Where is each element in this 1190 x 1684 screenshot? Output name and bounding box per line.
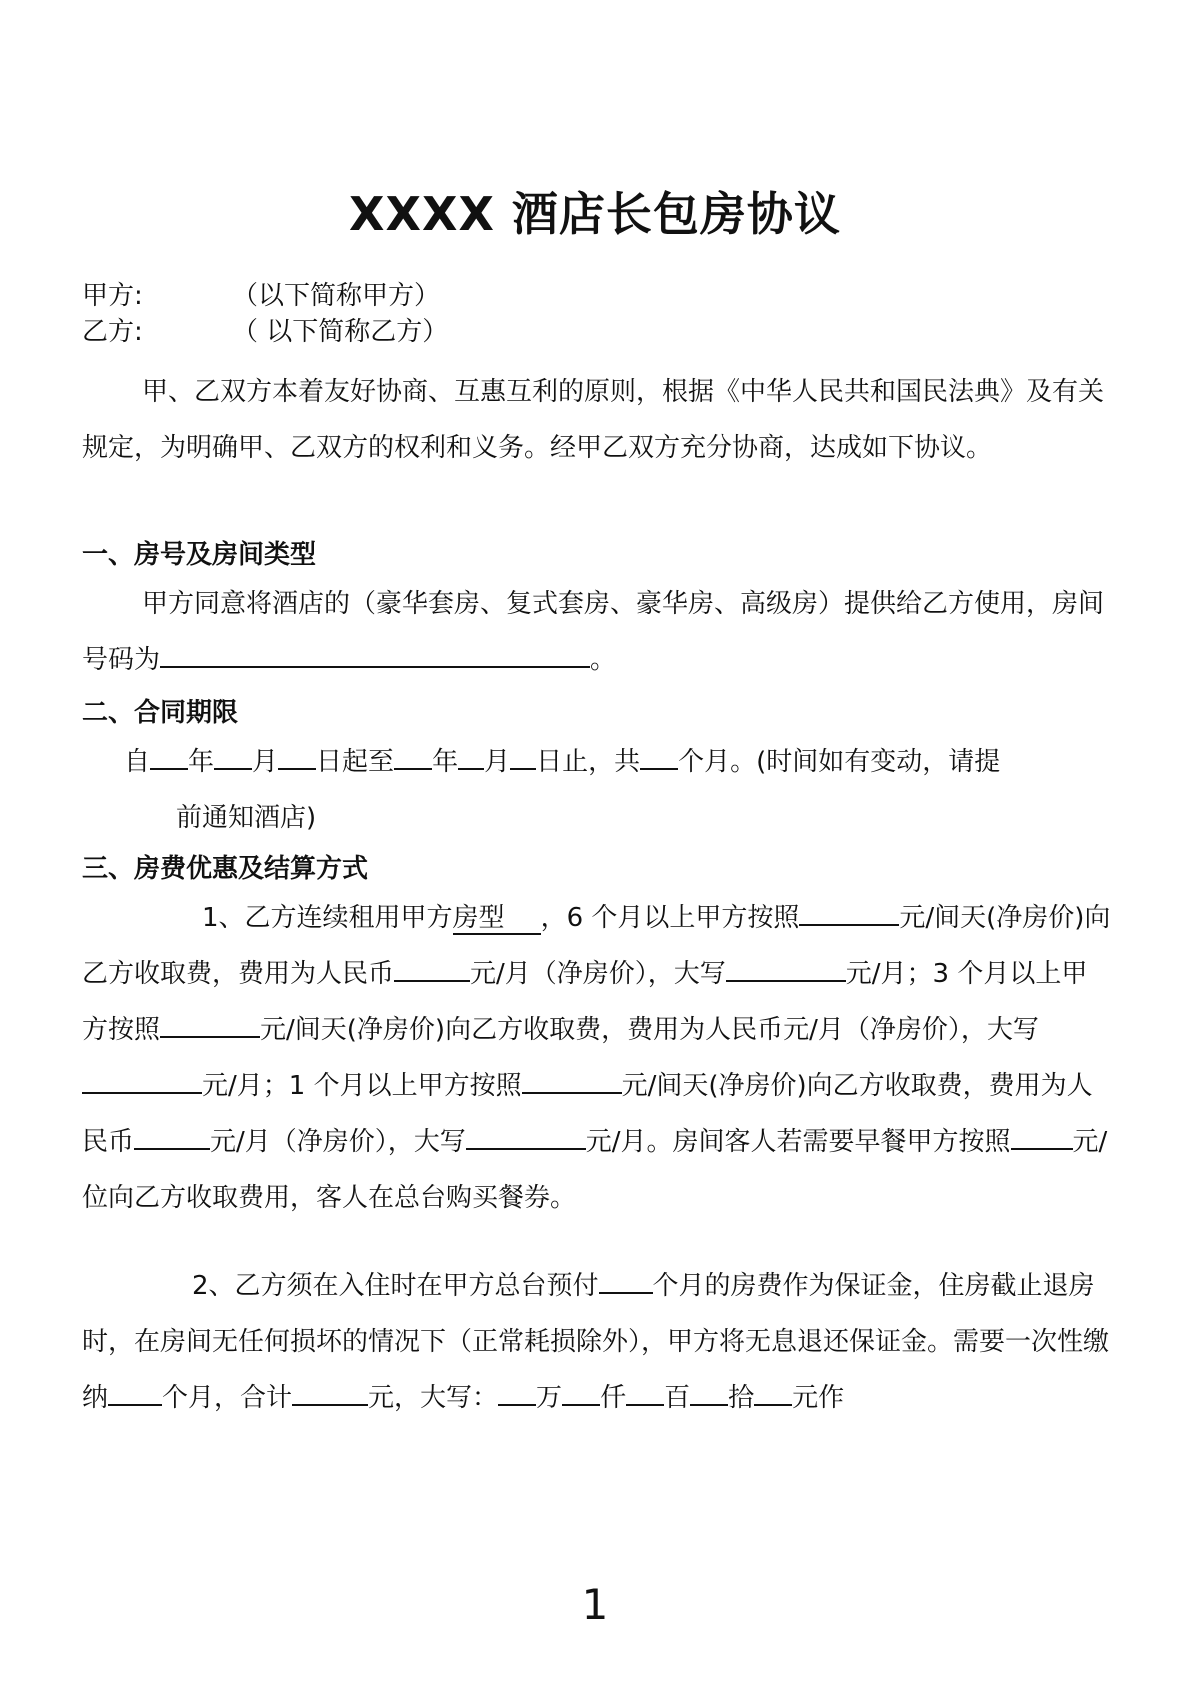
s2-day-to: 日起至 bbox=[316, 747, 395, 777]
s2-from: 自 bbox=[124, 747, 151, 777]
c1-t9: 元/月（净房价），大写 bbox=[210, 1127, 466, 1157]
s2-day-end: 日止，共 bbox=[536, 747, 641, 777]
qian-blank bbox=[562, 1376, 600, 1406]
end-year-blank bbox=[394, 740, 432, 770]
s2-months-note: 个月。(时间如有变动，请提 bbox=[678, 747, 1001, 777]
c1-t8: 元/间天(净房价)向乙方收取费，费用为人民币 bbox=[82, 1071, 1093, 1157]
caps3-blank bbox=[82, 1064, 202, 1094]
section2-paragraph bbox=[124, 734, 1114, 846]
price6-blank bbox=[799, 896, 899, 926]
shi-blank bbox=[690, 1376, 728, 1406]
c1-t3: 元/间天(净房价)向乙方收取费，费用为人民币 bbox=[82, 903, 1111, 989]
months-count-blank bbox=[640, 740, 678, 770]
total-blank bbox=[292, 1376, 368, 1406]
wan-blank bbox=[498, 1376, 536, 1406]
party-b-note: （ 以下简称乙方） bbox=[232, 317, 449, 347]
c1-t5: 元/月；3 个月以上甲方按照 bbox=[82, 959, 1088, 1045]
intro-paragraph: 甲、乙双方本着友好协商、互惠互利的原则，根据《中华人民共和国民法典》及有关规定，为明确甲、乙双方的权利和义务。经甲乙双方充分协商，达成如下协议。 bbox=[82, 377, 1105, 463]
document-title: XXXX 酒店长包房协议 bbox=[349, 187, 841, 241]
start-day-blank bbox=[278, 740, 316, 770]
party-a-note: （以下简称甲方） bbox=[232, 281, 441, 311]
end-month-blank bbox=[458, 740, 484, 770]
section1-text-a: 甲方同意将酒店的（豪华套房、复式套房、豪华房、高级房）提供给乙方使用，房间号码为 bbox=[82, 589, 1105, 675]
section1-text-b: 。 bbox=[590, 645, 617, 675]
price1-blank bbox=[522, 1064, 622, 1094]
rmb1-blank bbox=[134, 1120, 210, 1150]
c1-t10: 元/月。房间客人若需要早餐甲方按照 bbox=[585, 1127, 1011, 1157]
c1-t7: 元/月；1 个月以上甲方按照 bbox=[202, 1071, 522, 1101]
c1-t1: 1、乙方连续租用甲方 bbox=[202, 903, 453, 933]
clause2-paragraph bbox=[82, 1258, 1112, 1426]
caps6-blank bbox=[726, 952, 846, 982]
party-a-line bbox=[82, 275, 440, 312]
c1-t11: 元/位向乙方收取费用，客人在总台购买餐券。 bbox=[82, 1127, 1108, 1213]
party-b-label: 乙方: bbox=[82, 317, 143, 347]
room-type-underlined bbox=[453, 903, 541, 935]
c2-t1: 2、乙方须在入住时在甲方总台预付 bbox=[192, 1271, 599, 1301]
c1-t6: 元/间天(净房价)向乙方收取费，费用为人民币元/月（净房价），大写 bbox=[260, 1015, 1039, 1045]
c2-t2: 个月的房费作为保证金，住房截止退房时，在房间无任何损坏的情况下（正常耗损除外），甲方将无息退还保证金。需要一次性缴纳 bbox=[82, 1271, 1110, 1413]
section2-heading: 二、合同期限 bbox=[82, 698, 239, 728]
c2-t7: 百 bbox=[664, 1383, 691, 1413]
party-a-label: 甲方: bbox=[82, 281, 143, 311]
s2-line2: 前通知酒店) bbox=[176, 803, 317, 833]
s2-month2: 月 bbox=[484, 747, 511, 777]
section3-heading: 三、房费优惠及结算方式 bbox=[82, 854, 369, 884]
yuan-blank bbox=[754, 1376, 792, 1406]
s2-year2: 年 bbox=[432, 747, 459, 777]
c2-t6: 仟 bbox=[600, 1383, 627, 1413]
bai-blank bbox=[626, 1376, 664, 1406]
deposit-months-blank bbox=[599, 1264, 653, 1294]
section1-paragraph bbox=[82, 576, 1112, 688]
page-number: 1 bbox=[581, 1580, 609, 1629]
c2-t5: 万 bbox=[536, 1383, 563, 1413]
c2-t8: 拾 bbox=[728, 1383, 755, 1413]
pay-months-blank bbox=[108, 1376, 162, 1406]
start-month-blank bbox=[214, 740, 252, 770]
c2-t4: 元，大写： bbox=[368, 1383, 499, 1413]
room-type-trailing bbox=[505, 898, 541, 926]
c2-t3: 个月，合计 bbox=[162, 1383, 293, 1413]
end-day-blank bbox=[510, 740, 536, 770]
s2-month1: 月 bbox=[252, 747, 279, 777]
rmb6-blank bbox=[394, 952, 470, 982]
clause1-paragraph bbox=[82, 890, 1112, 1226]
breakfast-price-blank bbox=[1011, 1120, 1073, 1150]
c2-t9: 元作 bbox=[792, 1383, 845, 1413]
caps1-blank bbox=[466, 1120, 586, 1150]
c1-t2: ，6 个月以上甲方按照 bbox=[540, 903, 800, 933]
c1-t4: 元/月（净房价），大写 bbox=[470, 959, 726, 989]
room-type-text: 房型 bbox=[452, 903, 505, 933]
price3-blank bbox=[160, 1008, 260, 1038]
start-year-blank bbox=[150, 740, 188, 770]
s2-year1: 年 bbox=[188, 747, 215, 777]
section1-heading: 一、房号及房间类型 bbox=[82, 540, 317, 570]
party-b-line bbox=[82, 311, 448, 348]
room-number-blank bbox=[160, 638, 590, 668]
